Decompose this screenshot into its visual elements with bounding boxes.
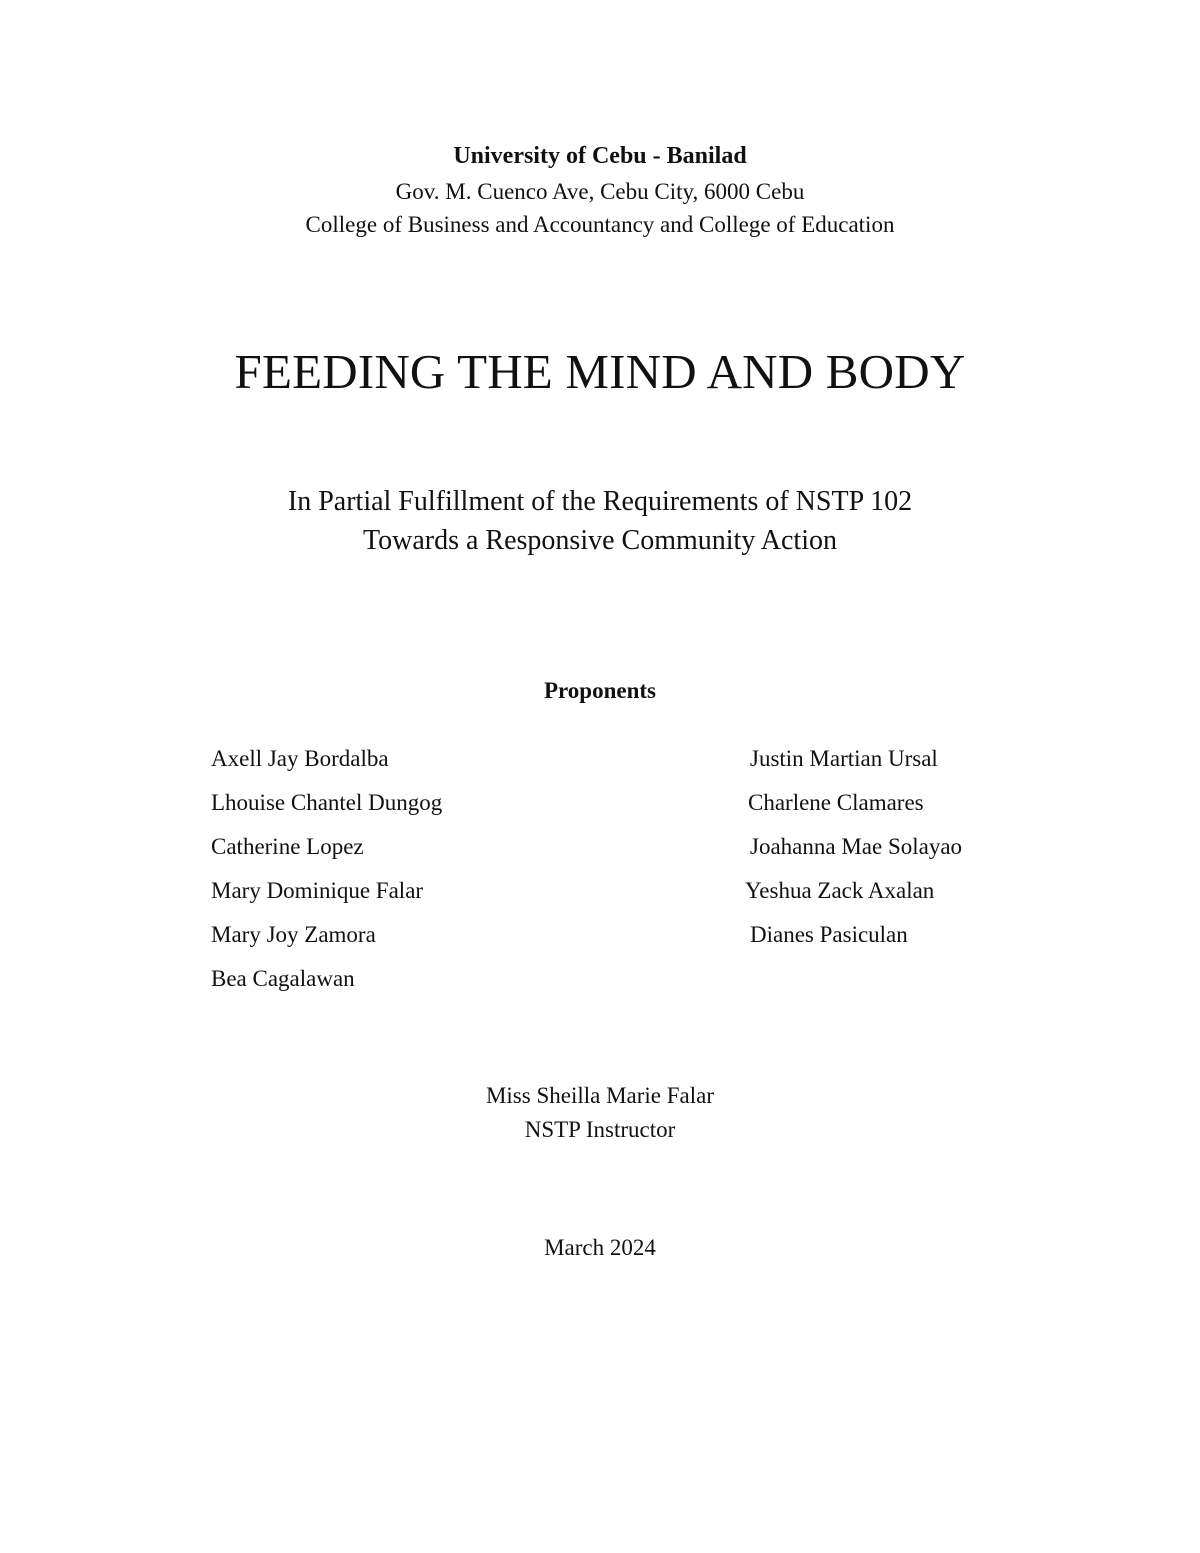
fulfillment-line-2: Towards a Responsive Community Action [362,525,837,556]
document-title: FEEDING THE MIND AND BODY [234,344,966,399]
proponent-right-4: Yeshua Zack Axalan [745,878,935,903]
proponent-left-3: Catherine Lopez [211,834,364,859]
college-name: College of Business and Accountancy and College of Education [305,212,895,237]
fulfillment-line-1: In Partial Fulfillment of the Requirements of NSTP 102 [287,486,913,517]
proponents-heading: Proponents [543,678,657,703]
instructor-role: NSTP Instructor [524,1117,676,1142]
proponent-left-4: Mary Dominique Falar [211,878,424,903]
proponent-right-1: Justin Martian Ursal [750,746,938,771]
proponent-left-2: Lhouise Chantel Dungog [211,790,443,815]
instructor-name: Miss Sheilla Marie Falar [485,1083,715,1108]
proponent-right-2: Charlene Clamares [748,790,924,815]
university-address: Gov. M. Cuenco Ave, Cebu City, 6000 Cebu [395,179,805,204]
proponent-left-5: Mary Joy Zamora [211,922,376,947]
proponent-right-5: Dianes Pasiculan [750,922,908,947]
proponent-right-3: Joahanna Mae Solayao [750,834,963,859]
proponent-left-1: Axell Jay Bordalba [211,746,389,771]
proponent-left-6: Bea Cagalawan [211,966,355,991]
document-date: March 2024 [544,1235,656,1260]
university-name: University of Cebu - Banilad [453,143,747,169]
